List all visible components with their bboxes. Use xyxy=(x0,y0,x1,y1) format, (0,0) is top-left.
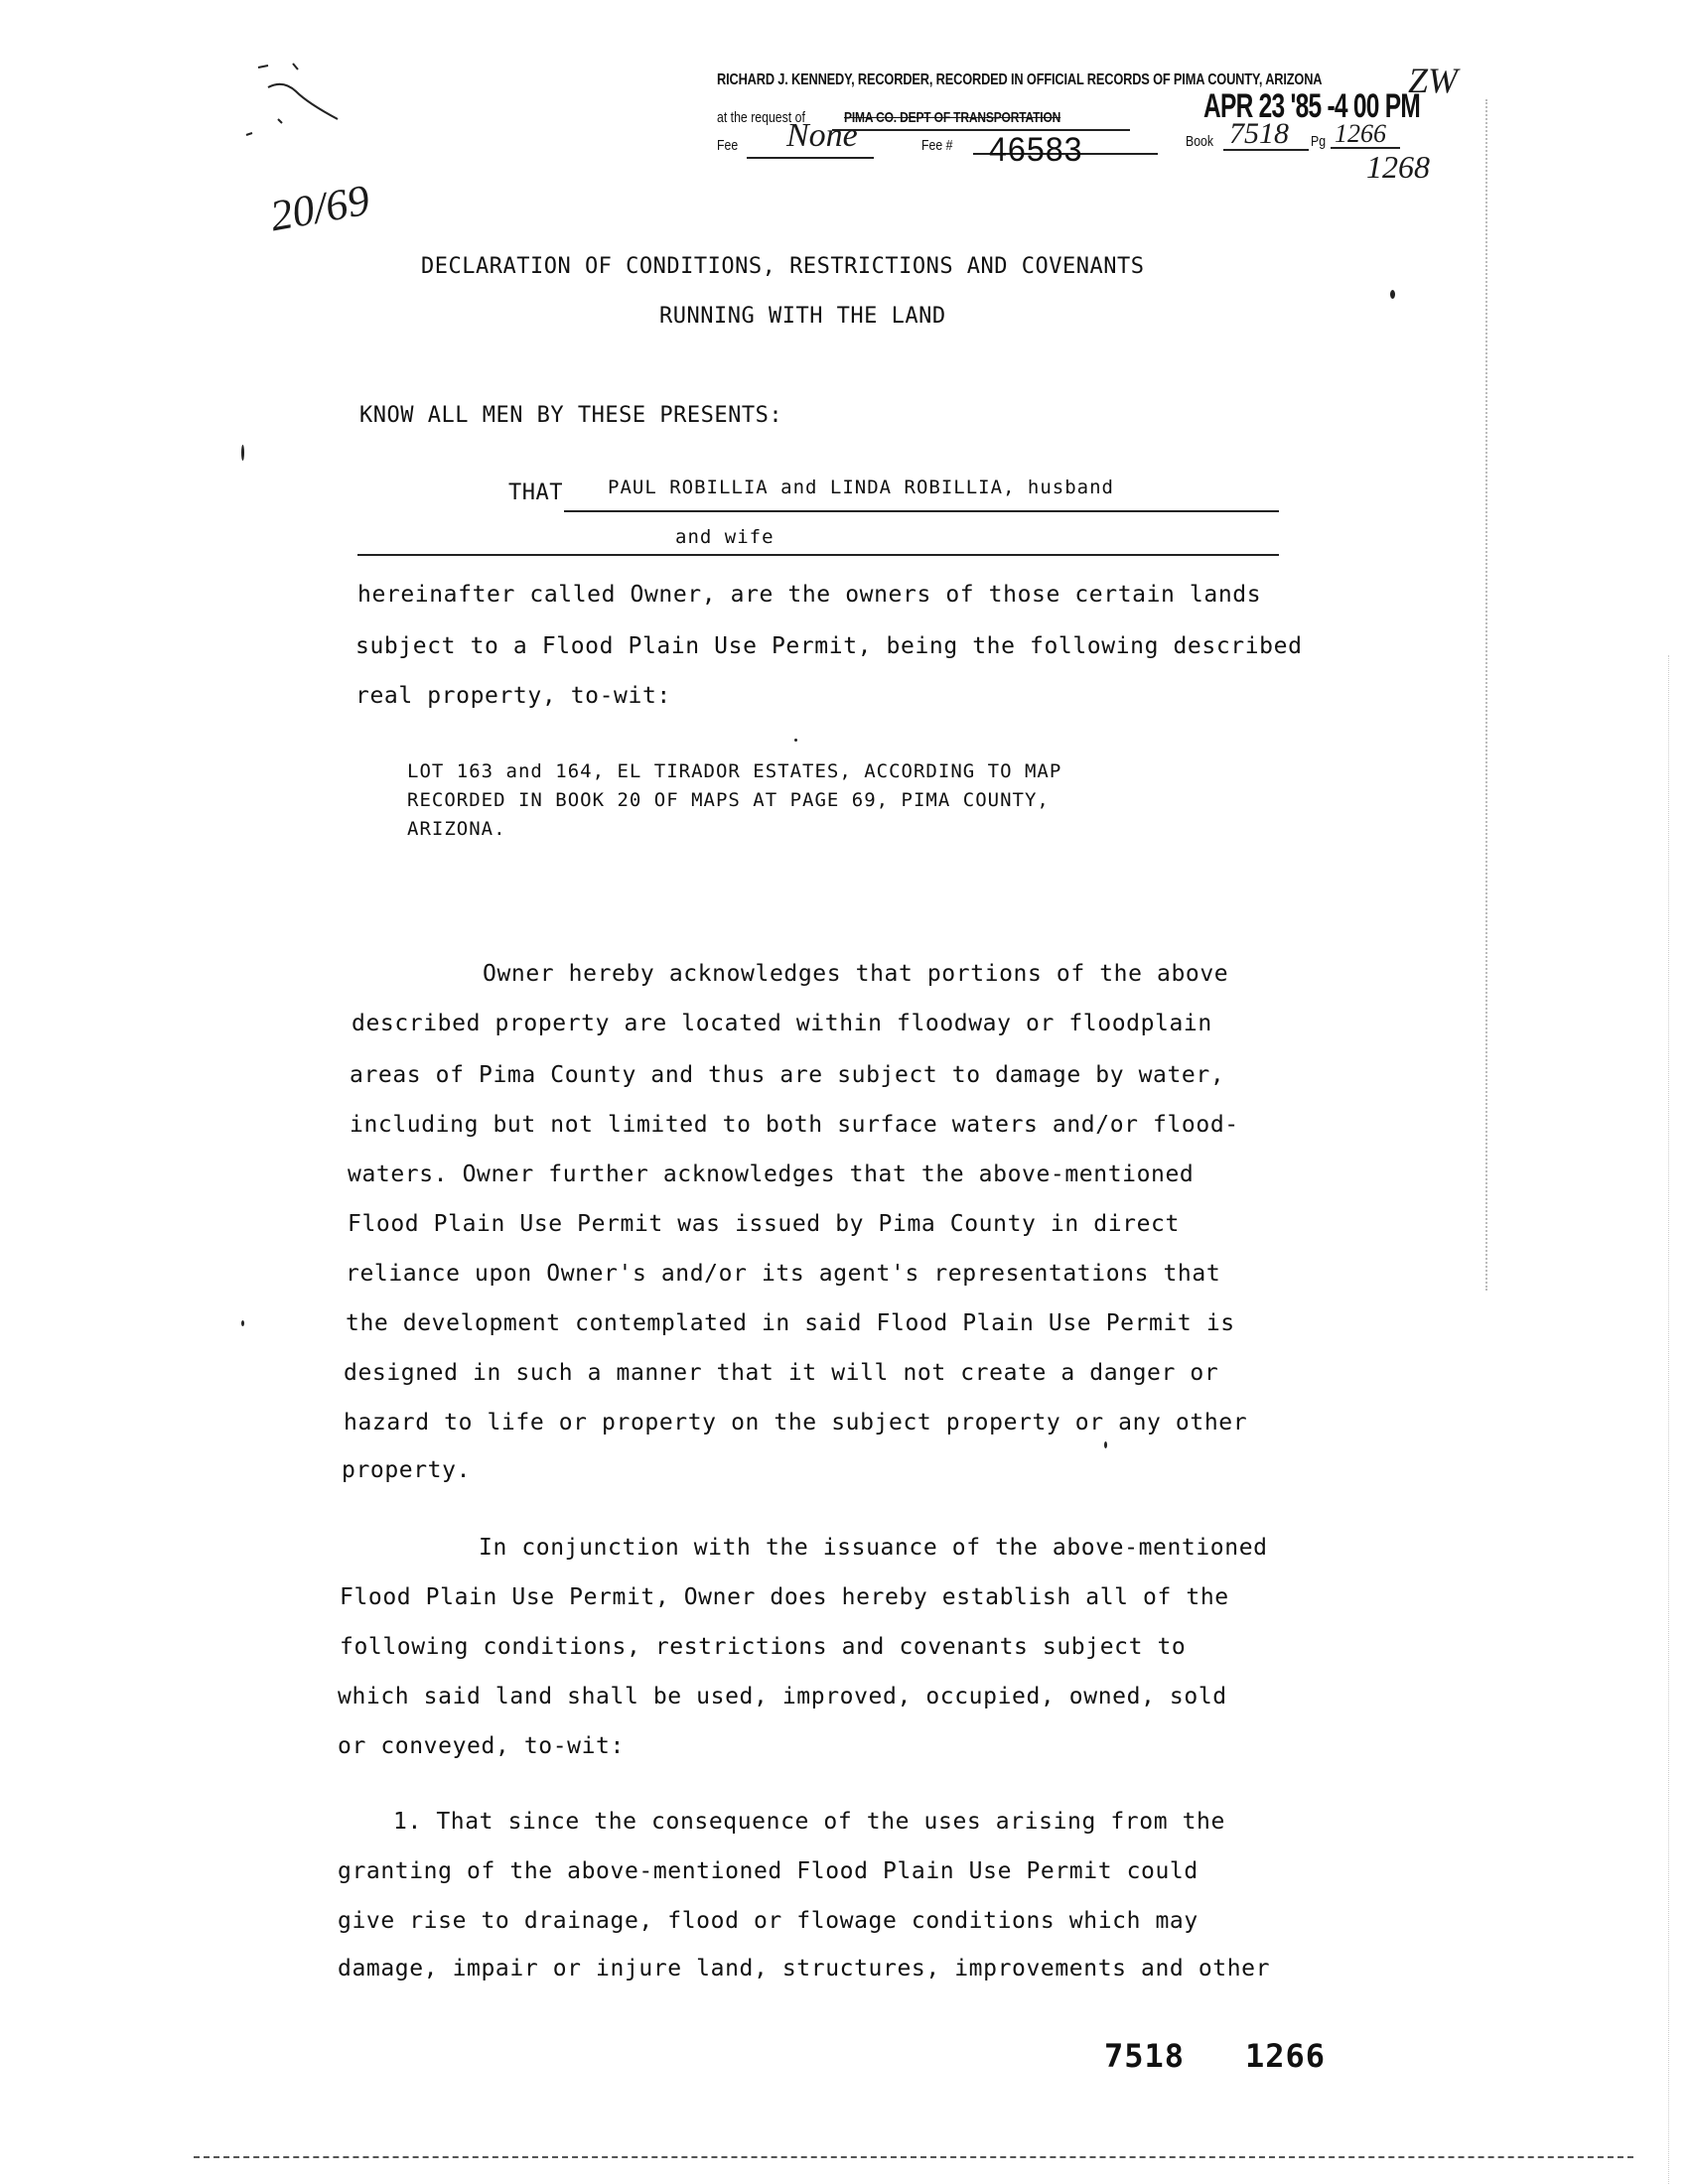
recorder-initials: ZW xyxy=(1408,61,1459,100)
legal-description-line-2: RECORDED IN BOOK 20 OF MAPS AT PAGE 69, PIMA COUNTY, xyxy=(407,789,1050,811)
para1-line-4: including but not limited to both surface waters and/or flood- xyxy=(350,1112,1239,1138)
book-field xyxy=(1223,117,1309,151)
para3-line-3: give rise to drainage, flood or flowage conditions which may xyxy=(338,1908,1198,1934)
para2-line-4: which said land shall be used, improved, occupied, owned, sold xyxy=(338,1684,1227,1709)
scan-speck xyxy=(241,445,244,461)
para2-line-1: In conjunction with the issuance of the above-mentioned xyxy=(479,1535,1268,1561)
fee-field xyxy=(747,117,874,159)
recorded-date-time: APR 23 '85 -4 00 PM xyxy=(1203,87,1421,125)
scan-speck xyxy=(1390,290,1395,299)
para3-line-1: 1. That since the consequence of the uses arising from the xyxy=(393,1809,1225,1835)
intro-line-1: hereinafter called Owner, are the owners of those certain lands xyxy=(357,582,1262,608)
para2-line-3: following conditions, restrictions and covenants subject to xyxy=(340,1634,1187,1660)
fee-number-field xyxy=(973,129,1158,169)
page-value: 1266 xyxy=(1335,119,1386,148)
scan-speck xyxy=(794,739,797,742)
margin-scribble xyxy=(238,58,367,147)
owners-relationship: and wife xyxy=(675,526,775,548)
page-extra: 1268 xyxy=(1366,149,1430,185)
request-field xyxy=(832,107,1130,131)
para1-line-5: waters. Owner further acknowledges that the above-mentioned xyxy=(348,1161,1195,1187)
para1-line-10: hazard to life or property on the subject property or any other xyxy=(344,1410,1248,1435)
para1-line-2: described property are located within floodway or floodplain xyxy=(352,1011,1212,1036)
intro-line-3: real property, to-wit: xyxy=(355,683,671,709)
page-label: Pg xyxy=(1311,133,1327,150)
para1-line-6: Flood Plain Use Permit was issued by Pima County in direct xyxy=(348,1211,1180,1237)
recorder-line: RICHARD J. KENNEDY, RECORDER, RECORDED IN OFFICIAL RECORDS OF PIMA COUNTY, ARIZONA xyxy=(717,71,1323,88)
para2-line-2: Flood Plain Use Permit, Owner does hereby establish all of the xyxy=(340,1584,1229,1610)
para1-line-9: designed in such a manner that it will not create a danger or xyxy=(344,1360,1219,1386)
intro-line-2: subject to a Flood Plain Use Permit, being the following described xyxy=(355,633,1303,659)
request-value: PIMA CO. DEPT OF TRANSPORTATION xyxy=(844,109,1061,126)
book-value: 7518 xyxy=(1229,117,1289,150)
right-edge-dots xyxy=(1485,99,1487,1291)
owners-field-line1 xyxy=(564,473,1279,512)
page-field xyxy=(1331,119,1400,149)
fee-value: None xyxy=(786,117,858,154)
para1-line-1: Owner hereby acknowledges that portions of the above xyxy=(483,961,1229,987)
para1-line-3: areas of Pima County and thus are subject to damage by water, xyxy=(350,1062,1225,1088)
legal-description-line-3: ARIZONA. xyxy=(407,818,506,840)
scan-speck xyxy=(241,1320,244,1326)
document-title: DECLARATION OF CONDITIONS, RESTRICTIONS AND COVENANTS xyxy=(421,254,1145,279)
para1-line-11: property. xyxy=(342,1457,472,1483)
para1-line-8: the development contemplated in said Flood Plain Use Permit is xyxy=(346,1310,1235,1336)
know-all-men: KNOW ALL MEN BY THESE PRESENTS: xyxy=(359,403,783,428)
fee-number-label: Fee # xyxy=(921,137,953,154)
right-scan-border xyxy=(1668,655,1669,2184)
scan-edge-rule xyxy=(194,2156,1633,2158)
document-subtitle: RUNNING WITH THE LAND xyxy=(659,304,946,329)
scan-speck xyxy=(1104,1441,1107,1448)
para1-line-7: reliance upon Owner's and/or its agent's representations that xyxy=(346,1261,1221,1287)
para2-line-5: or conveyed, to-wit: xyxy=(338,1733,625,1759)
request-label: at the request of xyxy=(717,109,805,126)
fee-label: Fee xyxy=(717,137,739,154)
para3-line-2: granting of the above-mentioned Flood Plain Use Permit could xyxy=(338,1858,1198,1884)
that-label: THAT xyxy=(508,480,563,505)
footer-page-number: 1266 xyxy=(1245,2037,1327,2075)
fee-number: 46583 xyxy=(989,131,1083,169)
legal-description-line-1: LOT 163 and 164, EL TIRADOR ESTATES, ACCORDING TO MAP xyxy=(407,760,1062,782)
para3-line-4: damage, impair or injure land, structures, improvements and other xyxy=(338,1956,1271,1981)
book-label: Book xyxy=(1186,133,1214,150)
margin-note: 20/69 xyxy=(266,175,373,241)
owners-names: PAUL ROBILLIA and LINDA ROBILLIA, husband xyxy=(608,477,1114,498)
footer-book-number: 7518 xyxy=(1104,2037,1186,2075)
owners-field-line2 xyxy=(357,516,1279,556)
